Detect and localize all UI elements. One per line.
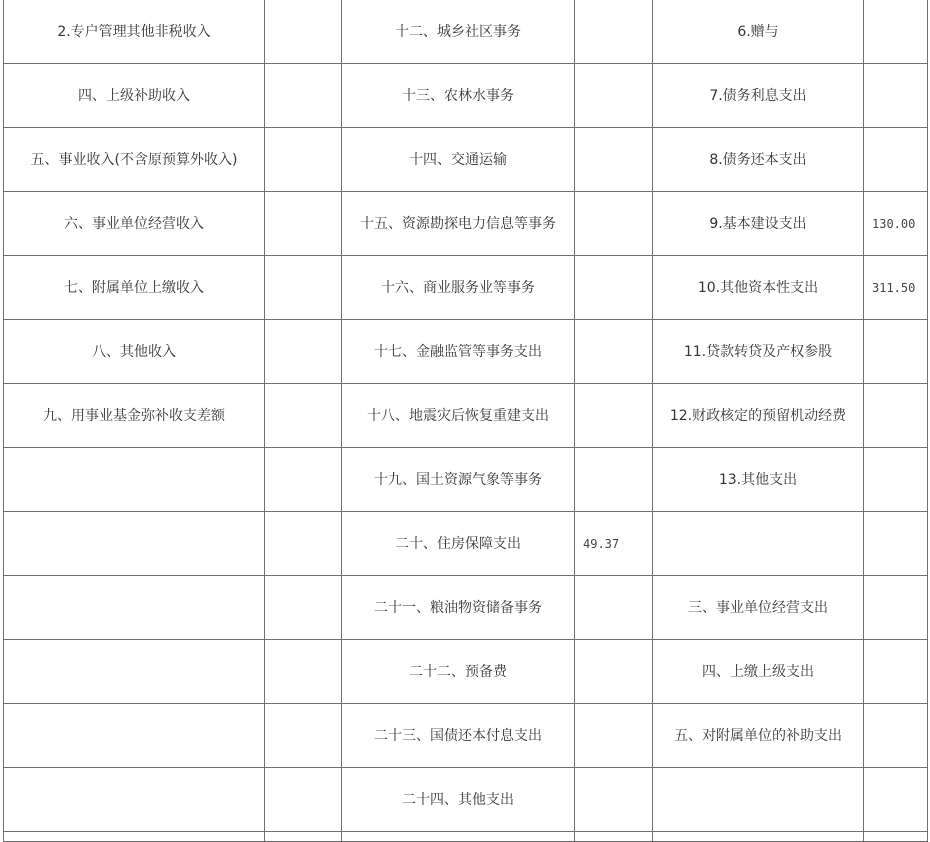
table-row-partial bbox=[4, 832, 928, 842]
table-row bbox=[4, 768, 928, 832]
function-amount-cell bbox=[575, 640, 653, 704]
table-row bbox=[4, 0, 928, 64]
economic-amount-cell: 130.00 bbox=[864, 192, 928, 256]
table-row bbox=[4, 384, 928, 448]
budget-table-body bbox=[4, 0, 928, 842]
economic-item-cell: 三、事业单位经营支出 bbox=[653, 576, 864, 640]
income-amount-cell bbox=[265, 384, 342, 448]
function-item-cell: 二十四、其他支出 bbox=[342, 768, 575, 832]
income-item-cell bbox=[4, 640, 265, 704]
empty-cell bbox=[342, 832, 575, 842]
function-amount-cell bbox=[575, 0, 653, 64]
empty-cell bbox=[653, 832, 864, 842]
function-item-cell: 十二、城乡社区事务 bbox=[342, 0, 575, 64]
function-amount-cell bbox=[575, 64, 653, 128]
economic-amount-cell bbox=[864, 576, 928, 640]
function-item-cell: 十九、国土资源气象等事务 bbox=[342, 448, 575, 512]
table-row bbox=[4, 192, 928, 256]
economic-amount-cell bbox=[864, 448, 928, 512]
income-amount-cell bbox=[265, 448, 342, 512]
empty-cell bbox=[864, 832, 928, 842]
income-item-cell: 2.专户管理其他非税收入 bbox=[4, 0, 265, 64]
income-amount-cell bbox=[265, 192, 342, 256]
economic-amount-cell: 311.50 bbox=[864, 256, 928, 320]
function-amount-cell bbox=[575, 320, 653, 384]
economic-item-cell: 四、上缴上级支出 bbox=[653, 640, 864, 704]
function-amount-cell bbox=[575, 256, 653, 320]
function-item-cell: 二十三、国债还本付息支出 bbox=[342, 704, 575, 768]
economic-amount-cell bbox=[864, 64, 928, 128]
income-item-cell: 七、附属单位上缴收入 bbox=[4, 256, 265, 320]
economic-item-cell: 7.债务利息支出 bbox=[653, 64, 864, 128]
economic-amount-cell bbox=[864, 384, 928, 448]
economic-item-cell: 10.其他资本性支出 bbox=[653, 256, 864, 320]
economic-item-cell: 6.赠与 bbox=[653, 0, 864, 64]
economic-item-cell: 五、对附属单位的补助支出 bbox=[653, 704, 864, 768]
income-item-cell bbox=[4, 448, 265, 512]
function-item-cell: 十七、金融监管等事务支出 bbox=[342, 320, 575, 384]
function-amount-cell: 49.37 bbox=[575, 512, 653, 576]
economic-amount-cell bbox=[864, 512, 928, 576]
function-amount-cell bbox=[575, 704, 653, 768]
income-amount-cell bbox=[265, 256, 342, 320]
budget-table bbox=[3, 0, 928, 842]
table-row bbox=[4, 320, 928, 384]
economic-item-cell: 9.基本建设支出 bbox=[653, 192, 864, 256]
income-item-cell: 六、事业单位经营收入 bbox=[4, 192, 265, 256]
income-amount-cell bbox=[265, 512, 342, 576]
income-item-cell bbox=[4, 512, 265, 576]
function-amount-cell bbox=[575, 768, 653, 832]
empty-cell bbox=[575, 832, 653, 842]
function-item-cell: 十六、商业服务业等事务 bbox=[342, 256, 575, 320]
economic-item-cell: 11.贷款转贷及产权参股 bbox=[653, 320, 864, 384]
income-amount-cell bbox=[265, 576, 342, 640]
function-amount-cell bbox=[575, 192, 653, 256]
economic-amount-cell bbox=[864, 704, 928, 768]
income-item-cell bbox=[4, 704, 265, 768]
economic-item-cell: 13.其他支出 bbox=[653, 448, 864, 512]
income-amount-cell bbox=[265, 768, 342, 832]
income-amount-cell bbox=[265, 128, 342, 192]
income-item-cell: 九、用事业基金弥补收支差额 bbox=[4, 384, 265, 448]
income-amount-cell bbox=[265, 704, 342, 768]
table-row bbox=[4, 256, 928, 320]
income-item-cell bbox=[4, 768, 265, 832]
table-row bbox=[4, 64, 928, 128]
economic-item-cell bbox=[653, 512, 864, 576]
function-amount-cell bbox=[575, 448, 653, 512]
table-row bbox=[4, 448, 928, 512]
table-row bbox=[4, 704, 928, 768]
economic-amount-cell bbox=[864, 768, 928, 832]
income-amount-cell bbox=[265, 64, 342, 128]
function-item-cell: 二十二、预备费 bbox=[342, 640, 575, 704]
income-item-cell: 四、上级补助收入 bbox=[4, 64, 265, 128]
economic-amount-cell bbox=[864, 320, 928, 384]
function-amount-cell bbox=[575, 128, 653, 192]
income-item-cell bbox=[4, 576, 265, 640]
economic-item-cell: 12.财政核定的预留机动经费 bbox=[653, 384, 864, 448]
function-item-cell: 十四、交通运输 bbox=[342, 128, 575, 192]
empty-cell bbox=[4, 832, 265, 842]
income-amount-cell bbox=[265, 640, 342, 704]
function-item-cell: 二十、住房保障支出 bbox=[342, 512, 575, 576]
economic-amount-cell bbox=[864, 640, 928, 704]
economic-item-cell bbox=[653, 768, 864, 832]
function-item-cell: 十八、地震灾后恢复重建支出 bbox=[342, 384, 575, 448]
function-item-cell: 二十一、粮油物资储备事务 bbox=[342, 576, 575, 640]
income-amount-cell bbox=[265, 0, 342, 64]
table-row bbox=[4, 128, 928, 192]
function-amount-cell bbox=[575, 384, 653, 448]
economic-amount-cell bbox=[864, 128, 928, 192]
table-row bbox=[4, 576, 928, 640]
function-item-cell: 十五、资源勘探电力信息等事务 bbox=[342, 192, 575, 256]
function-amount-cell bbox=[575, 576, 653, 640]
income-item-cell: 八、其他收入 bbox=[4, 320, 265, 384]
function-item-cell: 十三、农林水事务 bbox=[342, 64, 575, 128]
empty-cell bbox=[265, 832, 342, 842]
economic-amount-cell bbox=[864, 0, 928, 64]
economic-item-cell: 8.债务还本支出 bbox=[653, 128, 864, 192]
table-row bbox=[4, 512, 928, 576]
income-amount-cell bbox=[265, 320, 342, 384]
income-item-cell: 五、事业收入(不含原预算外收入) bbox=[4, 128, 265, 192]
table-row bbox=[4, 640, 928, 704]
